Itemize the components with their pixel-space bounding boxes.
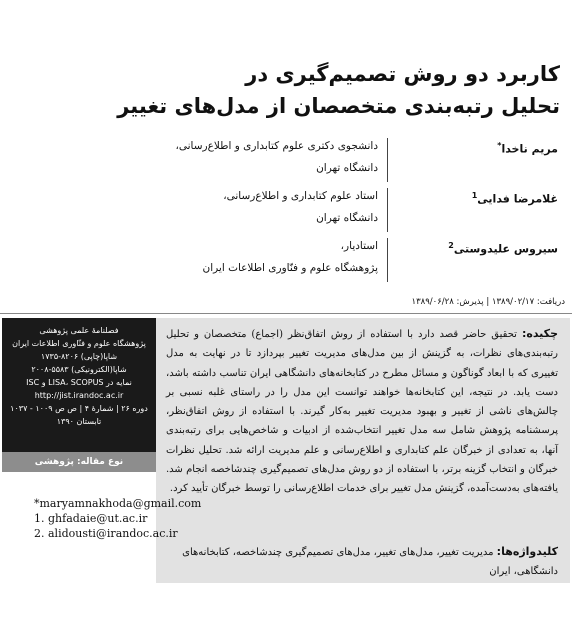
email: *maryamnakhoda@gmail.com (34, 497, 202, 510)
author-name: مریم ناخدا* (497, 141, 558, 156)
divider (0, 313, 572, 314)
received-accepted-dates: دریافت: ۱۳۸۹/۰۲/۱۷ | پذیرش: ۱۳۸۹/۰۶/۲۸ (411, 297, 565, 307)
journal-line: شاپا(چاپی) ۸۲۰۶-۱۷۳۵ (40, 352, 118, 361)
author-affiliation: دانشجوی دکتری علوم کتابداری و اطلاع‌رسانی، دانشگاه تهران (175, 140, 378, 174)
journal-line: نمایه در LISA، SCOPUS و ISC (26, 378, 132, 387)
divider (387, 188, 388, 232)
paper-type-label: نوع مقاله: پژوهشی (2, 452, 156, 472)
author-name: غلامرضا فدایی$^1$ (471, 191, 558, 206)
journal-line: شاپا(الکترونیکی) ۵۵۸۳-۲۰۰۸ (31, 365, 127, 374)
journal-url: http://jist.irandoc.ac.ir (34, 391, 124, 400)
divider (387, 238, 388, 282)
author-emails (34, 496, 234, 541)
keywords: کلیدواژه‌ها: مدیریت تغییر، مدل‌های تغییر، مدل‌های تصمیم‌گیری چندشاخصه، کتابخانه‌های دانشگاهی، ایران (182, 545, 558, 577)
journal-line: پژوهشگاه علوم و فنّاوری اطلاعات ایران (12, 339, 146, 348)
author-affiliation: استاد علوم کتابداری و اطلاع‌رسانی، دانشگاه تهران (223, 190, 378, 224)
email: 1. ghfadaie@ut.ac.ir (34, 512, 148, 525)
keywords-label: کلیدواژه‌ها: (496, 545, 558, 558)
author-affiliation: استادیار، پژوهشگاه علوم و فنّاوری اطلاعات ایران (202, 240, 378, 274)
divider (387, 138, 388, 182)
journal-line: دوره ۲۶ | شمارهٔ ۴ | ص ص ۱۰۰۹ - ۱۰۳۷ (10, 404, 148, 413)
journal-line: فصلنامهٔ علمی پژوهشی (39, 326, 119, 335)
journal-line: تابستان ۱۳۹۰ (56, 417, 102, 426)
author-name: سیروس علیدوستی$^2$ (448, 241, 558, 256)
email: 2. alidousti@irandoc.ac.ir (34, 527, 178, 540)
journal-info-box (2, 318, 156, 452)
abstract-label: چکیده: (521, 327, 558, 340)
title-line-1: کاربرد دو روش تصمیم‌گیری در (245, 62, 560, 86)
authors-block (0, 138, 572, 288)
abstract-text: چکیده: تحقیق حاضر قصد دارد با استفاده از روش اتفاق‌نظر (اجماع) متخصصان و تحلیل رتبه‌بندی‌های نظرات، به گزینش از بین مدل‌های مدیریت تغییر بپردازد تا در نهایت به مدل تغییری که با ابعاد گوناگون و مسائل مطرح در کتابخانه‌های دانشگاهی ایران تناسب داشته باشد، دست یابد. در نتیجه، این کتابخانه‌ها خواهند توانست این مدل را در راستای غلبه نسبی بر چالش‌های ناشی از تغییر و بهبود مدیریت تغییر به‌کار گیرند. با استفاده از روش اتفاق‌نظر، پرسشنامه پژوهش شامل سه مدل تغییر انتخاب‌شده از ادبیات و شاخص‌هایی برای رتبه‌بندی آنها، به تعدادی از خبرگان علم کتابداری و اطلاع‌رسانی و علم مدیریت ارائه شد. تحلیل نظرات خبرگان و انتخاب گزینه برتر، با استفاده از دو روش مدل‌های تصمیم‌گیری چندشاخصه انجام شد. یافته‌های به‌دست‌آمده، گزینش مدل تغییر برای خدمات اطلاع‌رسانی را توسط خبرگان تأیید کرد. (166, 327, 558, 495)
title-line-2: تحلیل رتبه‌بندی متخصصان از مدل‌های تغییر (117, 94, 560, 118)
abstract-box (156, 318, 570, 583)
paper-title (40, 58, 560, 122)
